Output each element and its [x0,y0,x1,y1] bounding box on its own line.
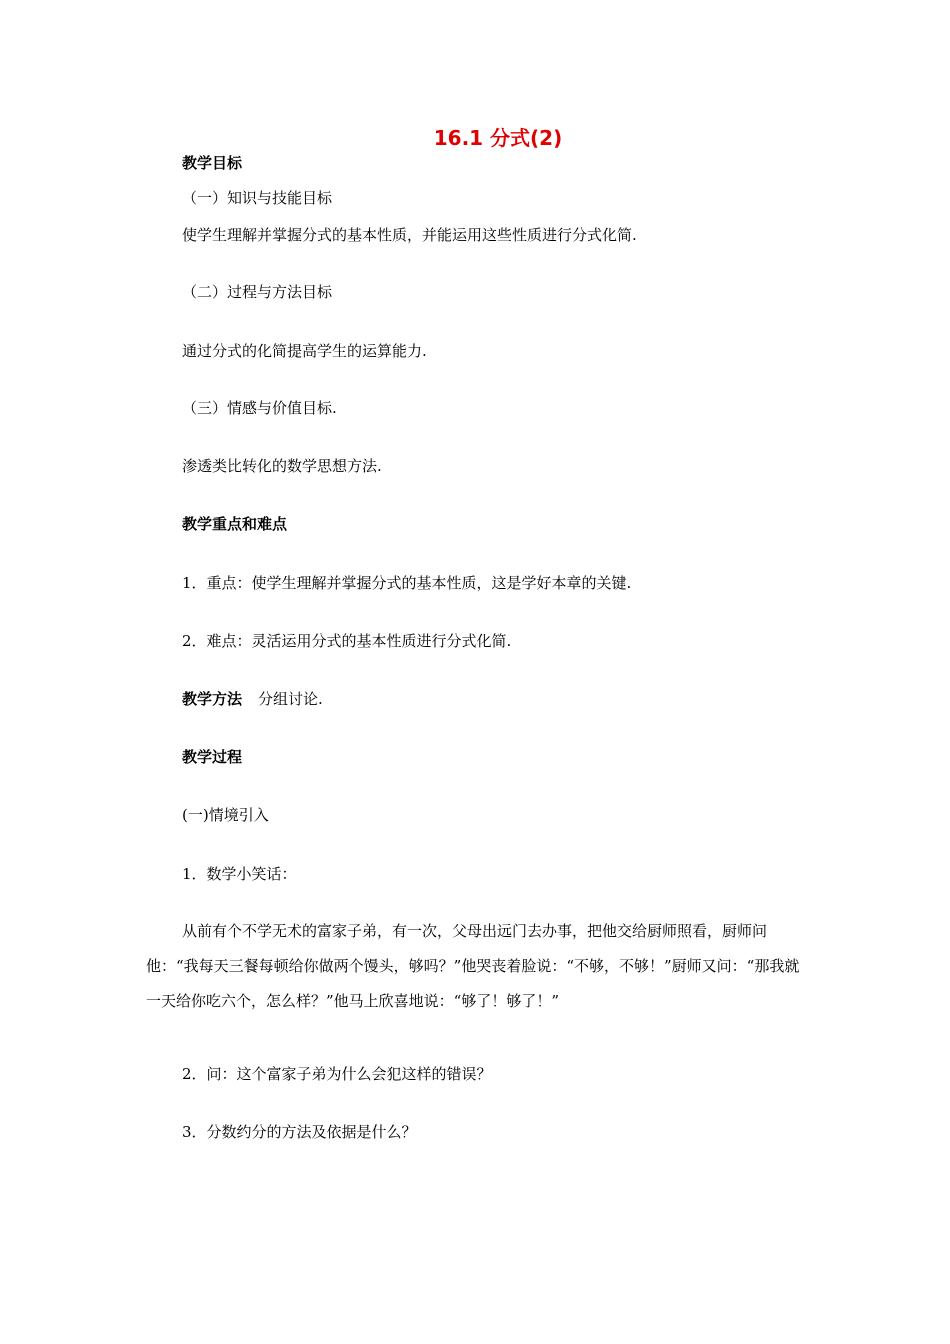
objective-1-label: （一）知识与技能目标 [182,189,333,207]
key-point-1: 1．重点：使学生理解并掌握分式的基本性质，这是学好本章的关键. [182,574,632,592]
story-text: 从前有个不学无术的富家子弟，有一次，父母出远门去办事，把他交给厨师照看，厨师问他：“我每天三餐每顿给你做两个馒头，够吗？”他哭丧着脸说：“不够，不够！”厨师又问：“那我就一天给你吃六个，怎么样？”他马上欣喜地说：“够了！够了！” [146,922,800,1010]
objective-3-label: （三）情感与价值目标. [182,399,337,417]
method-heading: 教学方法 [182,690,243,708]
objective-1-text: 使学生理解并掌握分式的基本性质，并能运用这些性质进行分式化简. [182,226,637,244]
question-3: 3．分数约分的方法及依据是什么？ [182,1123,417,1141]
story-paragraph [146,914,806,1019]
objectives-heading: 教学目标 [182,154,243,172]
process-heading: 教学过程 [182,748,243,766]
joke-label: 1．数学小笑话： [182,865,297,883]
page-title: 16.1 分式(2) [433,126,563,150]
key-point-2: 2．难点：灵活运用分式的基本性质进行分式化简. [182,632,512,650]
objective-2-text: 通过分式的化简提高学生的运算能力. [182,342,427,360]
key-points-heading: 教学重点和难点 [182,515,288,533]
method-text: 分组讨论. [258,690,323,708]
objective-2-label: （二）过程与方法目标 [182,283,333,301]
objective-3-text: 渗透类比转化的数学思想方法. [182,457,382,475]
intro-label: (一)情境引入 [182,806,269,824]
method-line [182,689,323,709]
question-2: 2．问：这个富家子弟为什么会犯这样的错误？ [182,1065,492,1083]
